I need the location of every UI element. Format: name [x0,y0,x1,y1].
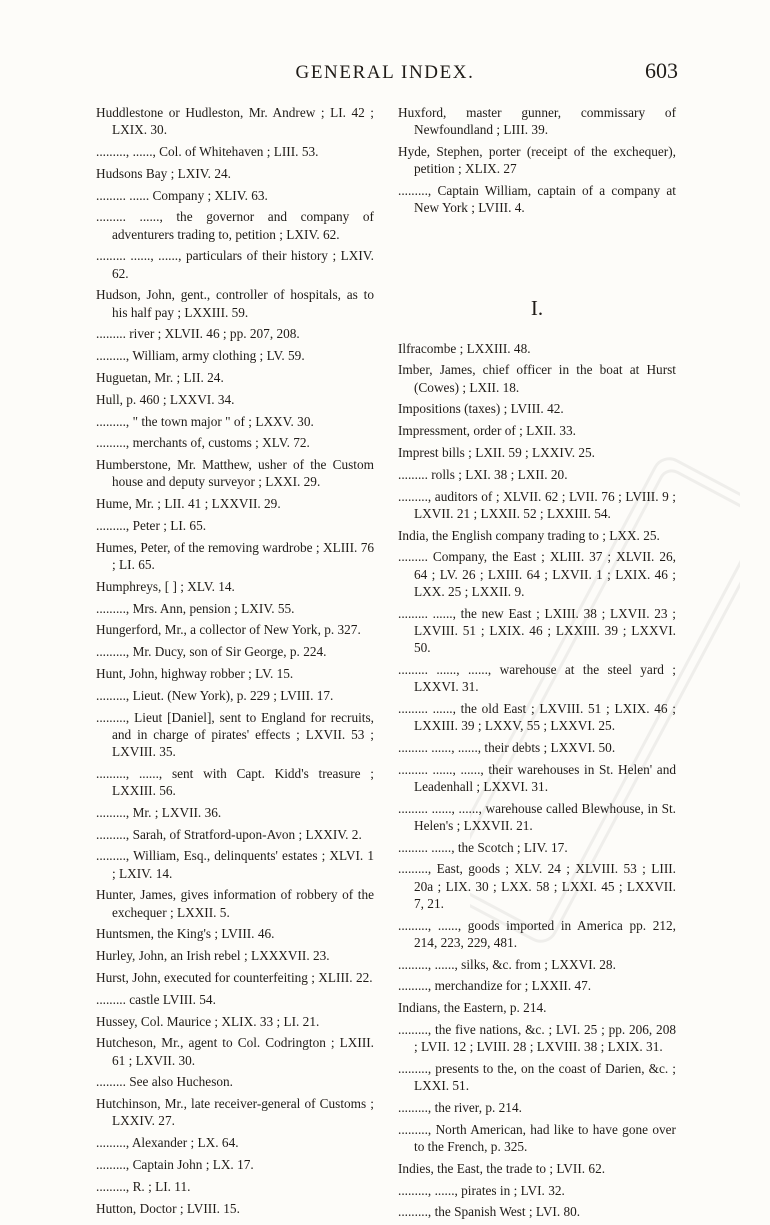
right-index-entry: Imber, James, chief officer in the boat at Hurst (Cowes) ; LXII. 18. [398,362,676,395]
left-index-entry: Hull, p. 460 ; LXXVI. 34. [96,391,235,407]
right-index-entry: ......... rolls ; LXI. 38 ; LXII. 20. [398,466,568,482]
left-index-entry: ........., Lieut. (New York), p. 229 ; LVIII. 17. [96,687,334,703]
right-index-entry: Indians, the Eastern, p. 214. [398,1000,547,1016]
left-index-entry: Hunt, John, highway robber ; LV. 15. [96,665,294,681]
left-index-entry: Hungerford, Mr., a collector of New York, p. 327. [96,622,361,638]
right-index-entry: Indies, the East, the trade to ; LVII. 62. [398,1160,606,1176]
right-index-entry: India, the English company trading to ; LXX. 25. [398,527,660,543]
right-index-entry: Ilfracombe ; LXXIII. 48. [398,340,531,356]
right-index-entry: ......... ......, ......, their warehouses in St. Helen' and Leadenhall ; LXXVI. 31. [398,761,676,794]
right-index-entry: ........., ......, goods imported in America pp. 212, 214, 223, 229, 481. [398,917,676,950]
left-index-entry: ......... ......, ......, particulars of their history ; LXIV. 62. [96,248,374,281]
left-index-entry: Hunter, James, gives information of robbery of the exchequer ; LXXII. 5. [96,887,374,920]
right-index-entry: ......... ......, the Scotch ; LIV. 17. [398,839,568,855]
right-index-entry: ......... ......, ......, warehouse called Blewhouse, in St. Helen's ; LXXVII. 21. [398,800,676,833]
right-index-entry: Imprest bills ; LXII. 59 ; LXXIV. 25. [398,445,595,460]
right-index-entry: ......... ......, the new East ; LXIII. 38 ; LXVII. 23 ; LXVIII. 51 ; LXIX. 46 ; LXXIII. 39 ; LXXVI. 50. [398,605,676,655]
right-index-entry: ........., auditors of ; XLVII. 62 ; LVII. 76 ; LVIII. 9 ; LXVII. 21 ; LXXII. 52 ; LXXIII. 54. [398,488,676,521]
left-index-entry: ......... river ; XLVII. 46 ; pp. 207, 208. [96,326,300,342]
left-index-entry: ........., Mrs. Ann, pension ; LXIV. 55. [96,600,295,616]
left-index-entry: ......... castle LVIII. 54. [96,991,216,1007]
left-index-entry: ......... ...... Company ; XLIV. 63. [96,187,268,203]
left-index-entry: Hurley, John, an Irish rebel ; LXXXVII. 23. [96,948,330,964]
right-column-i-entries [398,340,676,1221]
right-index-entry: ........., North American, had like to have gone over to the French, p. 325. [398,1121,676,1154]
right-index-entry: ........., the Spanish West ; LVI. 80. [398,1204,581,1220]
left-index-entry: Hutton, Doctor ; LVIII. 15. [96,1200,240,1216]
right-index-entry: ........., Captain William, captain of a company at New York ; LVIII. 4. [398,183,676,216]
section-letter: I. [530,296,544,321]
left-index-entry: ........., R. ; LI. 11. [96,1178,191,1194]
left-index-entry: Humberstone, Mr. Matthew, usher of the Custom house and deputy surveyor ; LXXI. 29. [96,457,374,490]
left-index-entry: Hudsons Bay ; LXIV. 24. [96,165,231,181]
right-index-entry: ......... ......, ......, warehouse at the steel yard ; LXXVI. 31. [398,661,676,694]
running-head: GENERAL INDEX. [295,62,475,83]
left-index-entry: Hudson, John, gent., controller of hospitals, as to his half pay ; LXXIII. 59. [96,287,374,320]
left-index-entry: ........., Sarah, of Stratford-upon-Avon ; LXXIV. 2. [96,826,362,842]
left-index-column [96,104,374,1221]
left-index-entry: ........., William, Esq., delinquents' estates ; XLVI. 1 ; LXIV. 14. [96,848,374,881]
right-index-entry: ........., ......, silks, &c. from ; LXXVI. 28. [398,956,616,972]
page-number: 603 [645,58,678,83]
right-index-column [398,104,676,1225]
left-index-entry: ........., Mr. Ducy, son of Sir George, p. 224. [96,644,327,660]
right-index-entry: ........., ......, pirates in ; LVI. 32. [398,1182,565,1198]
left-index-entry: Hurst, John, executed for counterfeiting ; XLIII. 22. [96,969,373,985]
left-index-entry: Huntsmen, the King's ; LVIII. 46. [96,926,275,942]
left-index-entry: Hutcheson, Mr., agent to Col. Codrington ; LXIII. 61 ; LXVII. 30. [96,1035,374,1068]
right-index-entry: ......... Company, the East ; XLIII. 37 ; XLVII. 26, 64 ; LV. 26 ; LXIII. 64 ; LXVII. 1 ; LXIX. 46 ; LXX. 25 ; LXXII. 9. [398,549,676,599]
right-index-entry: ........., presents to the, on the coast of Darien, &c. ; LXXI. 51. [398,1060,676,1094]
left-index-entry: Huguetan, Mr. ; LII. 24. [96,369,224,385]
left-index-entry: ........., Mr. ; LXVII. 36. [96,804,222,820]
right-index-entry: ......... ......, ......, their debts ; LXXVI. 50. [398,739,616,755]
right-index-entry: Impositions (taxes) ; LVIII. 42. [398,401,564,417]
left-index-entry: ........., " the town major " of ; LXXV. 30. [96,413,314,429]
right-index-entry: ......... ......, the old East ; LXVIII. 51 ; LXIX. 46 ; LXXIII. 39 ; LXXV, 55 ; LXXVI. 25. [398,700,676,733]
left-index-entry: ......... ......, the governor and company of adventurers trading to, petition ; LXIV. 62. [96,209,374,242]
left-index-entry: ........., ......, Col. of Whitehaven ; LIII. 53. [96,144,319,159]
left-index-entry: ........., Captain John ; LX. 17. [96,1156,254,1172]
left-index-entry: Hussey, Col. Maurice ; XLIX. 33 ; LI. 21. [96,1013,320,1029]
right-column-h-entries [398,104,676,216]
left-index-entry: ........., merchants of, customs ; XLV. 72. [96,435,310,451]
right-index-entry: ........., the five nations, &c. ; LVI. 25 ; pp. 206, 208 ; LVII. 12 ; LVIII. 28 ; LXVIII. 38 ; LXIX. 31. [398,1021,676,1055]
left-index-entry: Humphreys, [ ] ; XLV. 14. [96,578,235,594]
left-index-entry: Huddlestone or Hudleston, Mr. Andrew ; LI. 42 ; LXIX. 30. [96,105,374,138]
left-index-entry: Hume, Mr. ; LII. 41 ; LXXVII. 29. [96,496,281,512]
left-index-entry: Humes, Peter, of the removing wardrobe ; XLIII. 76 ; LI. 65. [96,539,374,572]
left-index-entry: Hutchinson, Mr., late receiver-general of Customs ; LXXIV. 27. [96,1096,374,1129]
right-index-entry: Impressment, order of ; LXII. 33. [398,423,576,439]
left-index-entry: ........., Lieut [Daniel], sent to England for recruits, and in charge of pirates' effects ; LXVII. 53 ; LXVIII. 35. [96,709,374,759]
left-index-entry: ........., William, army clothing ; LV. 59. [96,348,305,364]
left-index-entry: ........., Peter ; LI. 65. [96,517,207,533]
right-index-entry: Hyde, Stephen, porter (receipt of the exchequer), petition ; XLIX. 27 [398,144,676,177]
left-index-entry: ........., Alexander ; LX. 64. [96,1135,239,1151]
left-index-entry: ........., ......, sent with Capt. Kidd's treasure ; LXXIII. 56. [96,765,374,798]
page-header [0,58,770,92]
right-index-entry: Huxford, master gunner, commissary of Newfoundland ; LIII. 39. [398,105,676,138]
right-index-entry: ........., merchandize for ; LXXII. 47. [398,978,592,994]
right-index-entry: ........., East, goods ; XLV. 24 ; XLVIII. 53 ; LIII. 20a ; LIX. 30 ; LXX. 58 ; LXXI. 45 ; LXXVII. 7, 21. [398,861,676,911]
left-index-entry: ......... See also Hucheson. [96,1074,234,1090]
right-index-entry: ........., the river, p. 214. [398,1099,522,1115]
